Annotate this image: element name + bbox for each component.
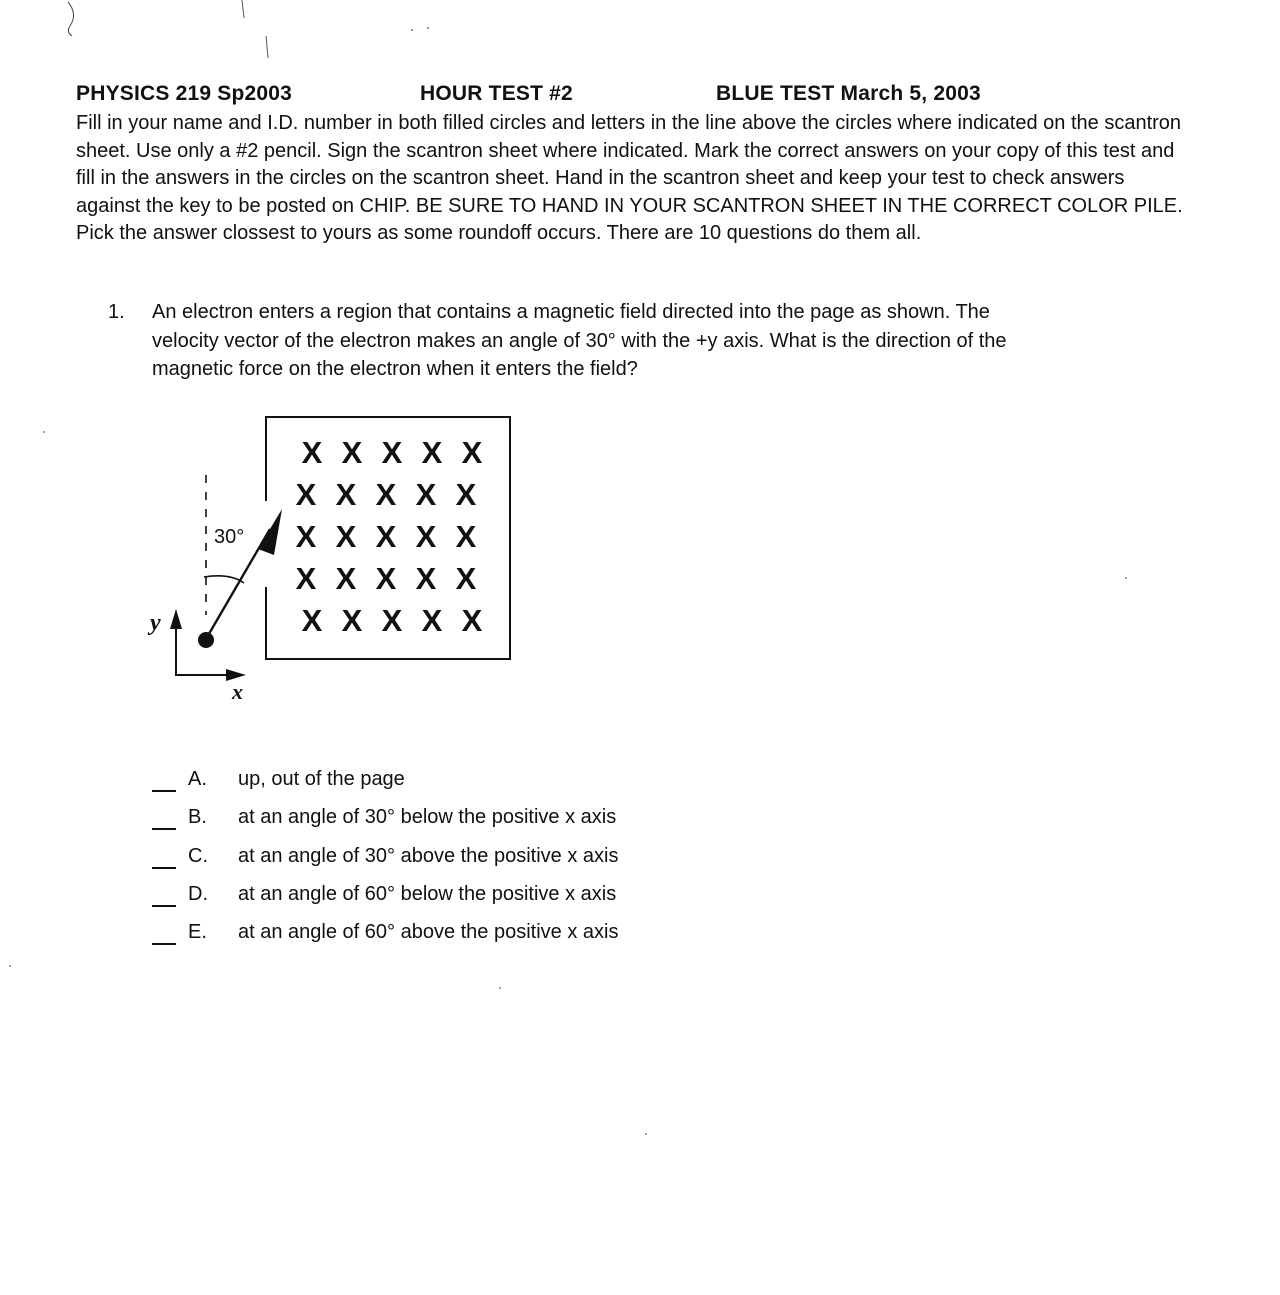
course-title: PHYSICS 219 Sp2003: [76, 82, 293, 105]
answer-blank: [152, 867, 176, 869]
magnetic-field-diagram: [140, 405, 540, 705]
angle-label: 30°: [214, 526, 245, 548]
test-title: HOUR TEST #2: [420, 82, 573, 105]
choice-text: at an angle of 60° below the positive x axis: [238, 882, 617, 905]
field-into-page-x: X: [421, 435, 443, 470]
field-into-page-x: X: [415, 561, 437, 596]
x-axis-label: x: [232, 679, 243, 704]
answer-blank: [152, 828, 176, 830]
choice-letter: E.: [188, 921, 207, 944]
field-into-page-x: X: [381, 603, 403, 638]
y-axis-label: y: [150, 610, 161, 636]
test-header: [76, 82, 1226, 110]
choice-text: at an angle of 30° below the positive x axis: [238, 806, 617, 829]
version-date: BLUE TEST March 5, 2003: [716, 82, 981, 105]
field-into-page-x: X: [375, 519, 397, 554]
question-text: An electron enters a region that contains a magnetic field directed into the page as shown. The velocity vector of the electron makes an angle of 30° with the +y axis. What is the direction of the magnetic force on the electron when it enters the field?: [152, 301, 1007, 380]
y-axis-arrowhead: [170, 609, 182, 629]
answer-blank: [152, 943, 176, 945]
field-into-page-x: X: [381, 435, 403, 470]
field-into-page-x: X: [375, 477, 397, 512]
choice-letter: C.: [188, 844, 208, 867]
field-into-page-x: X: [461, 435, 483, 470]
choice-letter: D.: [188, 882, 208, 905]
field-into-page-x: X: [341, 435, 363, 470]
field-into-page-x: X: [301, 435, 323, 470]
choice-text: at an angle of 30° above the positive x axis: [238, 844, 619, 867]
choice-e[interactable]: [152, 919, 772, 957]
field-into-page-x: X: [341, 603, 363, 638]
field-into-page-x: X: [461, 603, 483, 638]
choice-a[interactable]: [152, 766, 772, 804]
choice-letter: B.: [188, 806, 207, 829]
choice-b[interactable]: [152, 804, 772, 842]
field-into-page-x: X: [295, 561, 317, 596]
field-into-page-x: X: [375, 561, 397, 596]
field-into-page-x: X: [455, 477, 477, 512]
choice-letter: A.: [188, 768, 207, 790]
electron: [198, 632, 214, 648]
instructions: Fill in your name and I.D. number in both filled circles and letters in the line above the circles where indicated on the scantron sheet. Use only a #2 pencil. Sign the scantron sheet where indicated. Mark the correct answers on your copy of this test and fill in the answers in the circles on the scantron sheet. Hand in the scantron sheet and keep your test to check answers against the key to be posted on CHIP. BE SURE TO HAND IN YOUR SCANTRON SHEET IN THE CORRECT COLOR PILE. Pick the answer clossest to yours as some roundoff occurs. There are 10 questions do them all.: [76, 112, 1183, 244]
choice-d[interactable]: [152, 881, 772, 919]
field-into-page-x: X: [415, 477, 437, 512]
choice-text: at an angle of 60° above the positive x axis: [238, 921, 619, 944]
field-into-page-x: X: [335, 561, 357, 596]
field-into-page-x: X: [455, 519, 477, 554]
choice-text: up, out of the page: [238, 768, 405, 790]
answer-blank: [152, 905, 176, 907]
choice-c[interactable]: [152, 843, 772, 881]
field-into-page-x: X: [301, 603, 323, 638]
field-into-page-x: X: [295, 519, 317, 554]
answer-choices: [152, 766, 772, 957]
field-into-page-x: X: [335, 519, 357, 554]
field-into-page-x: X: [421, 603, 443, 638]
field-into-page-x: X: [295, 477, 317, 512]
field-into-page-x: X: [415, 519, 437, 554]
field-into-page-x: X: [335, 477, 357, 512]
field-into-page-x: X: [455, 561, 477, 596]
answer-blank: [152, 790, 176, 792]
question-number: 1.: [108, 301, 125, 323]
